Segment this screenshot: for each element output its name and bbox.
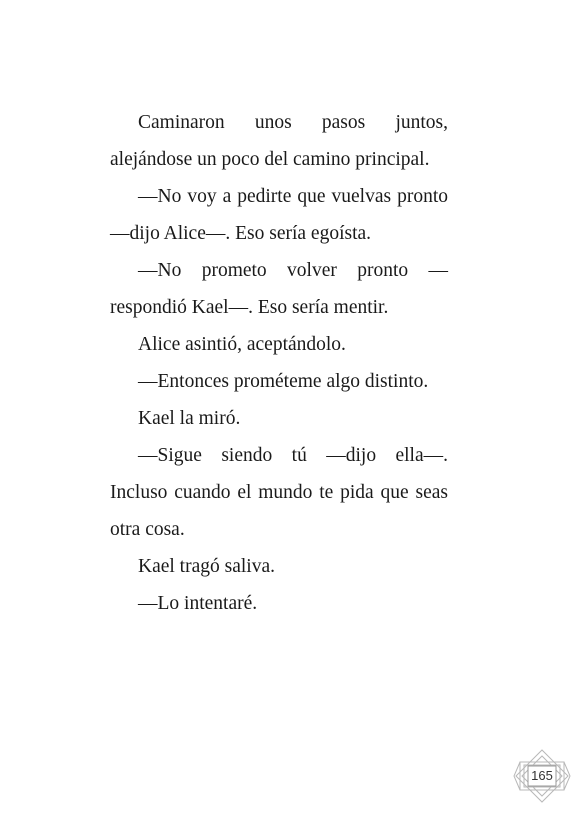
- paragraph-2: —No voy a pedirte que vuelvas pronto —dijo Alice—. Eso sería egoísta.: [110, 186, 448, 244]
- paragraph-7: —Sigue siendo tú —dijo ella—. Incluso cuando el mundo te pida que seas otra cosa.: [110, 445, 448, 540]
- paragraph-9: —Lo intentaré.: [138, 593, 258, 614]
- paragraph-1: Caminaron unos pasos juntos, alejándose un poco del camino principal.: [110, 112, 448, 170]
- paragraph-3: —No prometo volver pronto —respondió Kael—. Eso sería mentir.: [110, 260, 448, 318]
- paragraph-8: Kael tragó saliva.: [138, 556, 275, 577]
- paragraph-5: —Entonces prométeme algo distinto.: [138, 371, 429, 392]
- page-number: 165: [531, 768, 553, 783]
- body-text: [110, 104, 448, 622]
- paragraph-4: Alice asintió, aceptándolo.: [138, 334, 346, 355]
- paragraph-6: Kael la miró.: [138, 408, 241, 429]
- page-number-ornament: [512, 748, 572, 804]
